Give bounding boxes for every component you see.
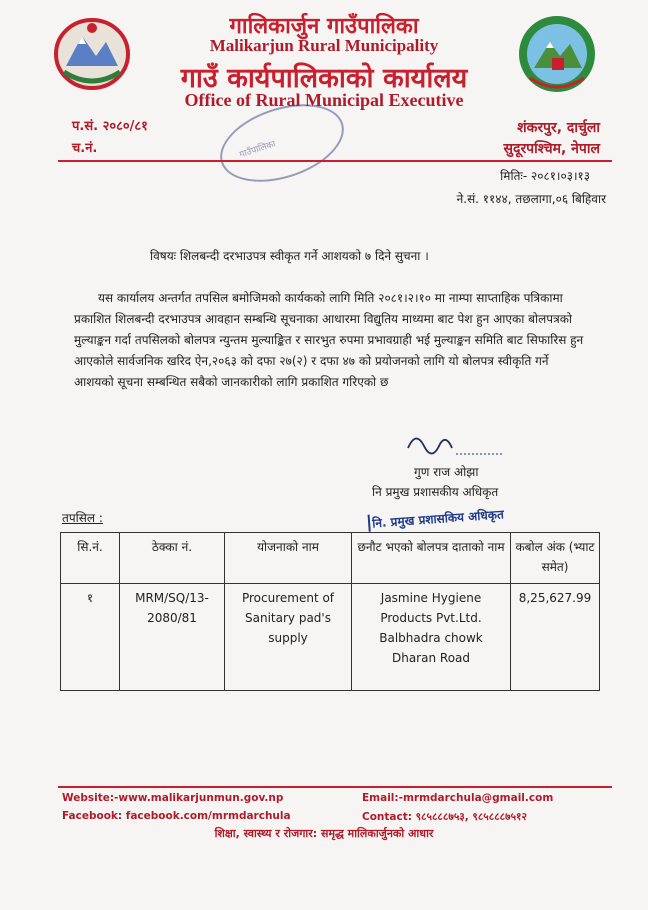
footer-email[interactable]: Email:-mrmdarchula@gmail.com: [362, 792, 554, 804]
office-stamp: गाउँपालिका: [210, 90, 353, 196]
cell-sn: १: [61, 584, 120, 691]
column-header-bidder: छनौट भएको बोलपत्र दाताको नाम: [352, 533, 511, 584]
dispatch-number: च.नं.: [72, 141, 98, 156]
bid-table: [60, 532, 600, 691]
office-location: शंकरपुर, दार्चुला: [517, 120, 600, 136]
letter-body: यस कार्यालय अन्तर्गत तपसिल बमोजिमको कार्यकको लागि मिति २०८१।२।१० मा नाम्पा साप्ताहिक पत्रिकामा प्रकाशित शिलबन्दी दरभाउपत्र आवहान सम्बन्धि सूचनाका आधारमा विद्युतिय माध्यमा बाट पेश हुन आएका बोलपत्रको मुल्याङ्कन गर्दा तपसिलको बोलपत्र न्युन्तम मुल्याङ्कित र सारभुत रुपमा प्रभावग्राही भई मुल्याङ्कन समिति बाट सिफारिस हुन आएकोले सार्वजनिक खरिद ऐन,२०६३ को दफा २७(२) र दफा ४७ को प्रयोजनको लागि यो बोलपत्र स्वीकृति गर्ने आशयको सूचना सम्बन्धित सबैको जानकारीको लागि प्रकाशित गरिएको छ: [74, 291, 584, 389]
officer-seal: नि. प्रमुख प्रशासकिय अधिकृत: [368, 505, 505, 531]
table-row: [61, 584, 600, 691]
column-header-amount: कबोल अंक (भ्याट समेत): [511, 533, 600, 584]
office-name-nepali: गाउँ कार्यपालिकाको कार्यालय: [180, 63, 468, 94]
footer-contact: Contact: ९८५८८८७५३, ९८५८८८७५१२: [362, 811, 527, 823]
footer-divider: [58, 786, 612, 788]
table-header-row: [61, 533, 600, 584]
date-nepal-sambat: ने.सं. ११४४, तछलागा,०६ बिहिवार: [456, 192, 606, 206]
footer-facebook[interactable]: Facebook: facebook.com/mrmdarchula: [62, 810, 291, 822]
details-label: तपसिल :: [62, 511, 103, 525]
cell-bidder: Jasmine Hygiene Products Pvt.Ltd. Balbhadra chowk Dharan Road: [352, 584, 511, 691]
column-header-project: योजनाको नाम: [225, 533, 352, 584]
cell-contract-no: MRM/SQ/13-2080/81: [120, 584, 225, 691]
header-divider: [58, 160, 612, 162]
cell-project: Procurement of Sanitary pad's supply: [225, 584, 352, 691]
signatory-name: गुण राज ओझा: [414, 465, 479, 479]
date-bs: मितिः- २०८१।०३।१३: [500, 169, 590, 183]
municipality-name-english: Malikarjun Rural Municipality: [209, 36, 439, 55]
footer-website[interactable]: Website:-www.malikarjunmun.gov.np: [62, 792, 284, 804]
office-name-english: Office of Rural Municipal Executive: [184, 90, 464, 110]
handwritten-signature: [394, 424, 514, 464]
letter-subject: विषयः शिलबन्दी दरभाउपत्र स्वीकृत गर्ने आशयको ७ दिने सुचना ।: [150, 249, 429, 263]
cell-amount: 8,25,627.99: [511, 584, 600, 691]
signatory-title: नि प्रमुख प्रशासकीय अधिकृत: [372, 485, 499, 499]
column-header-sn: सि.नं.: [61, 533, 120, 584]
reference-number: प.सं. २०८०/८१: [72, 119, 148, 134]
footer-slogan: शिक्षा, स्वास्थ्य र रोजगार: समृद्ध मालिकार्जुनको आधार: [214, 827, 434, 840]
municipality-name-nepali: गालिकार्जुन गाउँपालिका: [229, 14, 419, 39]
office-province: सुदूरपश्चिम, नेपाल: [503, 141, 600, 157]
column-header-contract-no: ठेक्का नं.: [120, 533, 225, 584]
